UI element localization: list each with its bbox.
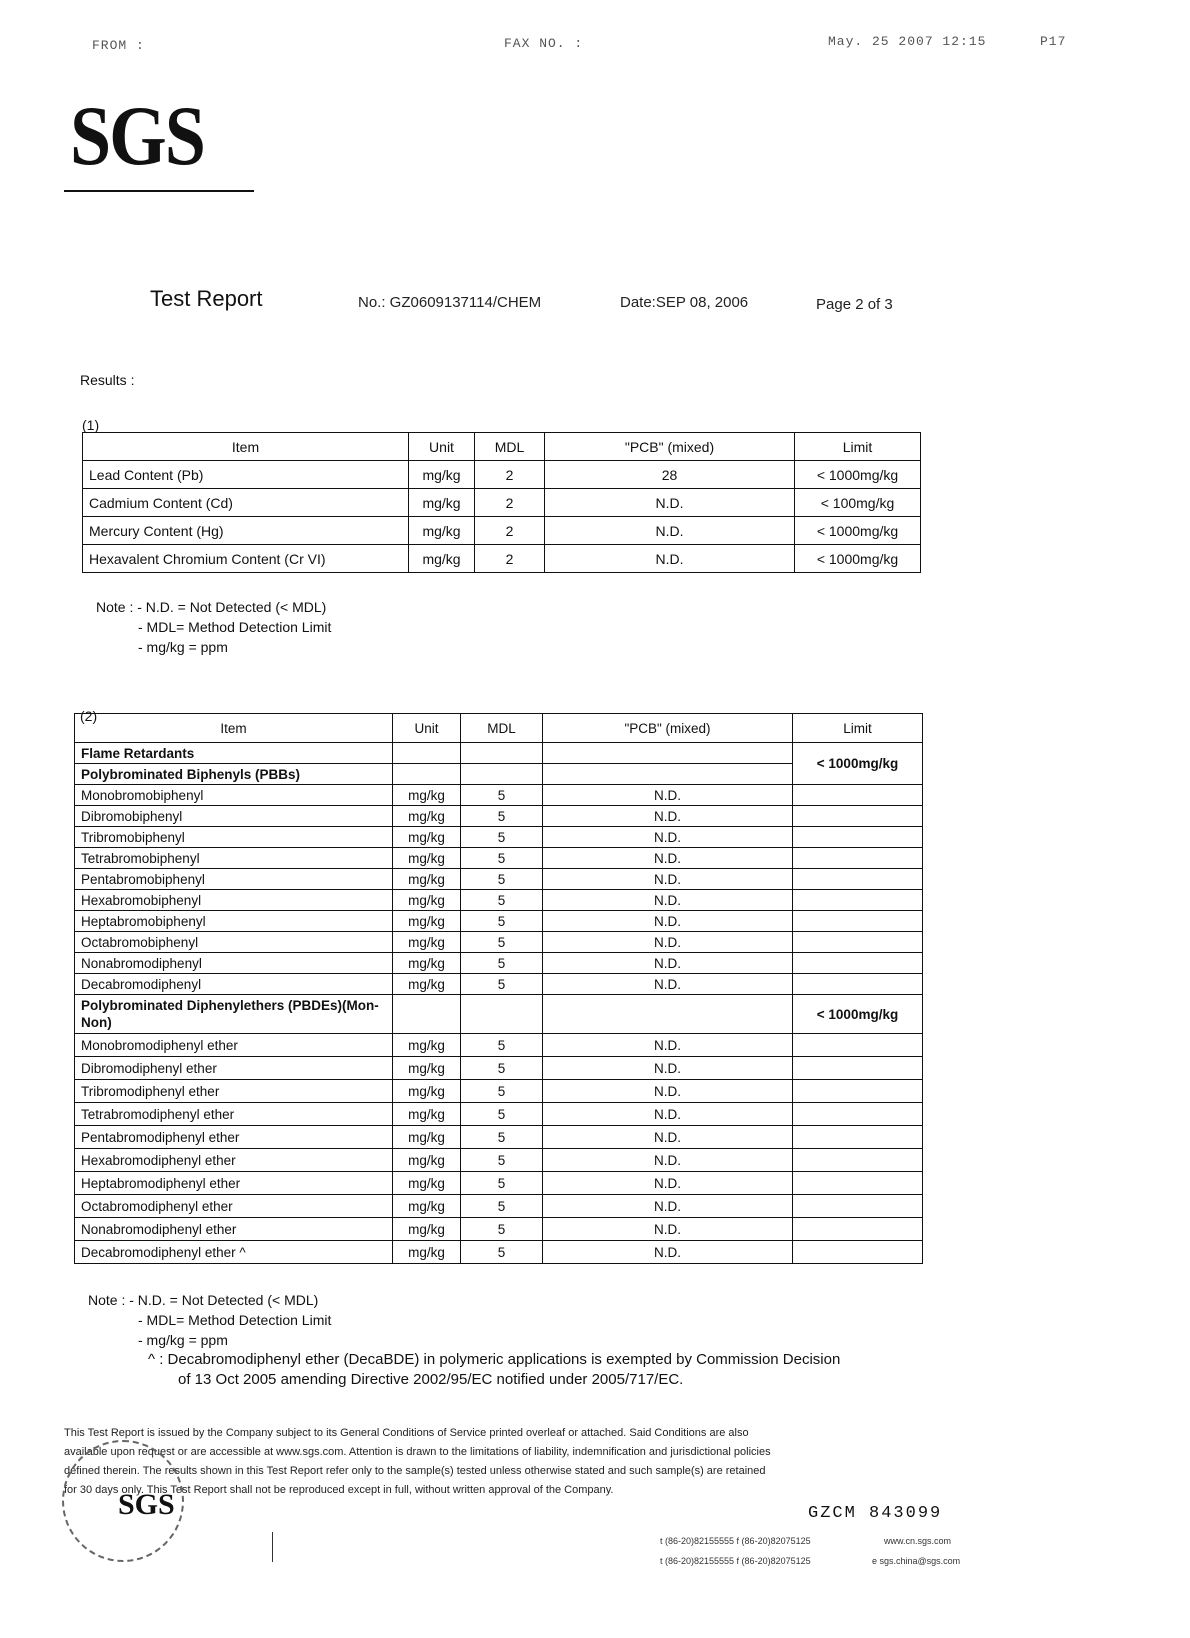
cell-mdl: 5 <box>461 1241 543 1264</box>
pbde-rows <box>75 1034 923 1264</box>
cell-item: Pentabromodiphenyl ether <box>75 1126 393 1149</box>
cell-limit <box>793 1126 923 1149</box>
cell-mdl: 5 <box>461 1195 543 1218</box>
cell-limit <box>793 1057 923 1080</box>
cell-mdl: 5 <box>461 1034 543 1057</box>
cell-unit: mg/kg <box>393 890 461 911</box>
table-row <box>75 1195 923 1218</box>
cell-limit <box>793 1172 923 1195</box>
cell-mdl: 5 <box>461 1057 543 1080</box>
cell-limit <box>793 974 923 995</box>
note-line: - MDL= Method Detection Limit <box>138 1312 332 1328</box>
footer-line: This Test Report is issued by the Company subject to its General Conditions of Service printed overleaf or attached. Said Conditions are also <box>64 1427 749 1439</box>
fax-datetime: May. 25 2007 12:15 <box>828 34 987 49</box>
contact-line-1: t (86-20)82155555 f (86-20)82075125 <box>660 1536 811 1546</box>
table-header-row <box>83 433 921 461</box>
note-line: Note : - N.D. = Not Detected (< MDL) <box>88 1292 319 1308</box>
cell-item: Mercury Content (Hg) <box>83 517 409 545</box>
table-row <box>83 461 921 489</box>
cell-result: N.D. <box>543 1149 793 1172</box>
cell-limit <box>793 785 923 806</box>
cell-result: N.D. <box>543 1195 793 1218</box>
cell-result: N.D. <box>543 869 793 890</box>
cell-limit <box>793 827 923 848</box>
col-header-unit: Unit <box>409 433 475 461</box>
cell-unit: mg/kg <box>393 1172 461 1195</box>
cell-result: N.D. <box>543 1103 793 1126</box>
results-label: Results : <box>80 372 135 388</box>
cell-result: N.D. <box>543 848 793 869</box>
group-row-pbde <box>75 995 923 1034</box>
cell-item: Octabromobiphenyl <box>75 932 393 953</box>
table-row <box>75 1080 923 1103</box>
table-row <box>75 1172 923 1195</box>
cell-item: Hexabromobiphenyl <box>75 890 393 911</box>
table-row <box>75 869 923 890</box>
cell-mdl: 5 <box>461 785 543 806</box>
footer-divider <box>272 1532 273 1562</box>
cell-item: Nonabromodiphenyl <box>75 953 393 974</box>
cell-limit <box>793 848 923 869</box>
cell-unit: mg/kg <box>393 1126 461 1149</box>
footer-line: for 30 days only. This Test Report shall not be reproduced except in full, without written approval of the Company. <box>64 1484 614 1496</box>
cell-mdl: 5 <box>461 1218 543 1241</box>
table-row <box>75 1057 923 1080</box>
table-row <box>83 517 921 545</box>
table-row <box>83 545 921 573</box>
table-row <box>83 489 921 517</box>
cell-result: 28 <box>545 461 795 489</box>
col-header-result: "PCB" (mixed) <box>545 433 795 461</box>
table-row <box>75 1241 923 1264</box>
cell-unit: mg/kg <box>409 461 475 489</box>
contact-line-2: t (86-20)82155555 f (86-20)82075125 <box>660 1556 811 1566</box>
cell-result: N.D. <box>543 785 793 806</box>
cell-result: N.D. <box>545 489 795 517</box>
cell-result: N.D. <box>543 1034 793 1057</box>
cell-item: Tetrabromodiphenyl ether <box>75 1103 393 1126</box>
gzcm-number: GZCM 843099 <box>808 1504 943 1523</box>
table-row <box>75 1126 923 1149</box>
cell-unit: mg/kg <box>409 517 475 545</box>
table-header-row <box>75 714 923 743</box>
cell-result: N.D. <box>543 1172 793 1195</box>
col-header-limit: Limit <box>793 714 923 743</box>
table1-label: (1) <box>82 417 100 433</box>
footer-line: available upon request or are accessible at www.sgs.com. Attention is drawn to the limitations of liability, indemnification and jurisdictional policies <box>64 1446 771 1458</box>
cell-item: Monobromobiphenyl <box>75 785 393 806</box>
cell-unit: mg/kg <box>393 953 461 974</box>
cell-unit: mg/kg <box>393 1034 461 1057</box>
group-limit: < 1000mg/kg <box>793 995 923 1034</box>
table-row <box>75 911 923 932</box>
cell-result: N.D. <box>543 974 793 995</box>
cell-result: N.D. <box>545 517 795 545</box>
contact-web: www.cn.sgs.com <box>884 1536 952 1546</box>
cell-limit: < 1000mg/kg <box>795 517 921 545</box>
cell-result: N.D. <box>543 1241 793 1264</box>
cell-unit: mg/kg <box>393 911 461 932</box>
cell-result: N.D. <box>543 1057 793 1080</box>
table-row <box>75 890 923 911</box>
cell-mdl: 5 <box>461 932 543 953</box>
cell-mdl: 2 <box>475 517 545 545</box>
logo-underline <box>64 190 254 192</box>
footer-conditions <box>64 1424 964 1500</box>
group-label: Flame Retardants <box>75 743 393 764</box>
group-label: Polybrominated Biphenyls (PBBs) <box>75 764 393 785</box>
cell-mdl: 5 <box>461 911 543 932</box>
table-row <box>75 1149 923 1172</box>
col-header-unit: Unit <box>393 714 461 743</box>
cell-limit: < 1000mg/kg <box>795 461 921 489</box>
cell-unit: mg/kg <box>393 1195 461 1218</box>
note-line: - MDL= Method Detection Limit <box>138 619 332 635</box>
cell-item: Dibromobiphenyl <box>75 806 393 827</box>
col-header-mdl: MDL <box>475 433 545 461</box>
cell-limit <box>793 1195 923 1218</box>
cell-item: Lead Content (Pb) <box>83 461 409 489</box>
cell-limit <box>793 932 923 953</box>
cell-unit: mg/kg <box>409 489 475 517</box>
cell-mdl: 5 <box>461 890 543 911</box>
notes-2 <box>88 1290 840 1390</box>
cell-result: N.D. <box>543 953 793 974</box>
cell-unit: mg/kg <box>393 932 461 953</box>
contact-email: e sgs.china@sgs.com <box>872 1556 961 1566</box>
cell-item: Heptabromobiphenyl <box>75 911 393 932</box>
stamp-logo: SGS <box>118 1488 175 1521</box>
cell-mdl: 5 <box>461 1103 543 1126</box>
cell-limit <box>793 911 923 932</box>
cell-limit: < 1000mg/kg <box>795 545 921 573</box>
note-line: of 13 Oct 2005 amending Directive 2002/95/EC notified under 2005/717/EC. <box>178 1371 684 1388</box>
cell-item: Decabromodiphenyl <box>75 974 393 995</box>
cell-limit <box>793 1241 923 1264</box>
cell-item: Pentabromobiphenyl <box>75 869 393 890</box>
cell-unit: mg/kg <box>393 848 461 869</box>
table-row <box>75 827 923 848</box>
table2-label: (2) <box>80 708 98 724</box>
cell-mdl: 5 <box>461 869 543 890</box>
group-label: Polybrominated Diphenylethers (PBDEs)(Mon-Non) <box>75 995 393 1034</box>
cell-unit: mg/kg <box>409 545 475 573</box>
cell-unit: mg/kg <box>393 1218 461 1241</box>
cell-item: Decabromodiphenyl ether ^ <box>75 1241 393 1264</box>
cell-unit: mg/kg <box>393 827 461 848</box>
cell-mdl: 5 <box>461 1080 543 1103</box>
cell-unit: mg/kg <box>393 869 461 890</box>
cell-result: N.D. <box>543 1126 793 1149</box>
cell-item: Octabromodiphenyl ether <box>75 1195 393 1218</box>
cell-limit <box>793 869 923 890</box>
cell-mdl: 5 <box>461 1172 543 1195</box>
report-date: Date:SEP 08, 2006 <box>620 294 749 311</box>
cell-result: N.D. <box>545 545 795 573</box>
cell-result: N.D. <box>543 890 793 911</box>
cell-mdl: 5 <box>461 953 543 974</box>
cell-unit: mg/kg <box>393 1149 461 1172</box>
cell-mdl: 2 <box>475 545 545 573</box>
cell-result: N.D. <box>543 911 793 932</box>
cell-item: Hexabromodiphenyl ether <box>75 1149 393 1172</box>
table-row <box>75 932 923 953</box>
cell-item: Cadmium Content (Cd) <box>83 489 409 517</box>
cell-limit <box>793 953 923 974</box>
table-row <box>75 974 923 995</box>
results-table-1 <box>82 432 921 573</box>
cell-unit: mg/kg <box>393 1057 461 1080</box>
report-page: Page 2 of 3 <box>816 296 893 313</box>
table-row <box>75 1218 923 1241</box>
report-number: No.: GZ0609137114/CHEM <box>358 294 542 311</box>
cell-unit: mg/kg <box>393 785 461 806</box>
cell-mdl: 5 <box>461 848 543 869</box>
fax-page: P17 <box>1040 34 1067 49</box>
cell-limit <box>793 1218 923 1241</box>
cell-mdl: 2 <box>475 489 545 517</box>
cell-mdl: 5 <box>461 806 543 827</box>
table-row <box>75 953 923 974</box>
cell-unit: mg/kg <box>393 1241 461 1264</box>
cell-item: Dibromodiphenyl ether <box>75 1057 393 1080</box>
col-header-result: "PCB" (mixed) <box>543 714 793 743</box>
cell-item: Tribromobiphenyl <box>75 827 393 848</box>
cell-mdl: 5 <box>461 827 543 848</box>
group-row-flame <box>75 743 923 764</box>
cell-mdl: 5 <box>461 1126 543 1149</box>
cell-result: N.D. <box>543 932 793 953</box>
cell-limit: < 100mg/kg <box>795 489 921 517</box>
cell-mdl: 5 <box>461 1149 543 1172</box>
cell-limit <box>793 1080 923 1103</box>
cell-limit <box>793 1103 923 1126</box>
footer-line: defined therein. The results shown in this Test Report refer only to the sample(s) tested unless otherwise stated and such sample(s) are retained <box>64 1465 766 1477</box>
pbb-rows <box>75 785 923 995</box>
cell-result: N.D. <box>543 806 793 827</box>
cell-item: Monobromodiphenyl ether <box>75 1034 393 1057</box>
fax-from: FROM : <box>92 38 145 53</box>
cell-limit <box>793 890 923 911</box>
report-title: Test Report <box>150 286 263 311</box>
col-header-limit: Limit <box>795 433 921 461</box>
table-row <box>75 806 923 827</box>
cell-result: N.D. <box>543 1080 793 1103</box>
note-line: - mg/kg = ppm <box>138 639 228 655</box>
cell-result: N.D. <box>543 827 793 848</box>
cell-item: Heptabromodiphenyl ether <box>75 1172 393 1195</box>
cell-item: Nonabromodiphenyl ether <box>75 1218 393 1241</box>
table-row <box>75 1034 923 1057</box>
cell-limit <box>793 806 923 827</box>
cell-unit: mg/kg <box>393 806 461 827</box>
sgs-logo: SGS <box>70 89 204 184</box>
table-row <box>75 785 923 806</box>
cell-result: N.D. <box>543 1218 793 1241</box>
notes-1 <box>96 597 331 657</box>
col-header-mdl: MDL <box>461 714 543 743</box>
cell-limit <box>793 1149 923 1172</box>
cell-item: Tetrabromobiphenyl <box>75 848 393 869</box>
group-limit: < 1000mg/kg <box>793 743 923 785</box>
fax-number: FAX NO. : <box>504 36 584 51</box>
note-line: - mg/kg = ppm <box>138 1332 228 1348</box>
results-table-2 <box>74 713 923 1264</box>
col-header-item: Item <box>75 714 393 743</box>
cell-unit: mg/kg <box>393 1080 461 1103</box>
table-row <box>75 1103 923 1126</box>
note-line: Note : - N.D. = Not Detected (< MDL) <box>96 599 327 615</box>
cell-mdl: 2 <box>475 461 545 489</box>
cell-item: Tribromodiphenyl ether <box>75 1080 393 1103</box>
cell-unit: mg/kg <box>393 974 461 995</box>
cell-unit: mg/kg <box>393 1103 461 1126</box>
cell-mdl: 5 <box>461 974 543 995</box>
cell-limit <box>793 1034 923 1057</box>
cell-item: Hexavalent Chromium Content (Cr VI) <box>83 545 409 573</box>
col-header-item: Item <box>83 433 409 461</box>
note-line: ^ : Decabromodiphenyl ether (DecaBDE) in polymeric applications is exempted by Commission Decision <box>148 1351 841 1368</box>
table-row <box>75 848 923 869</box>
